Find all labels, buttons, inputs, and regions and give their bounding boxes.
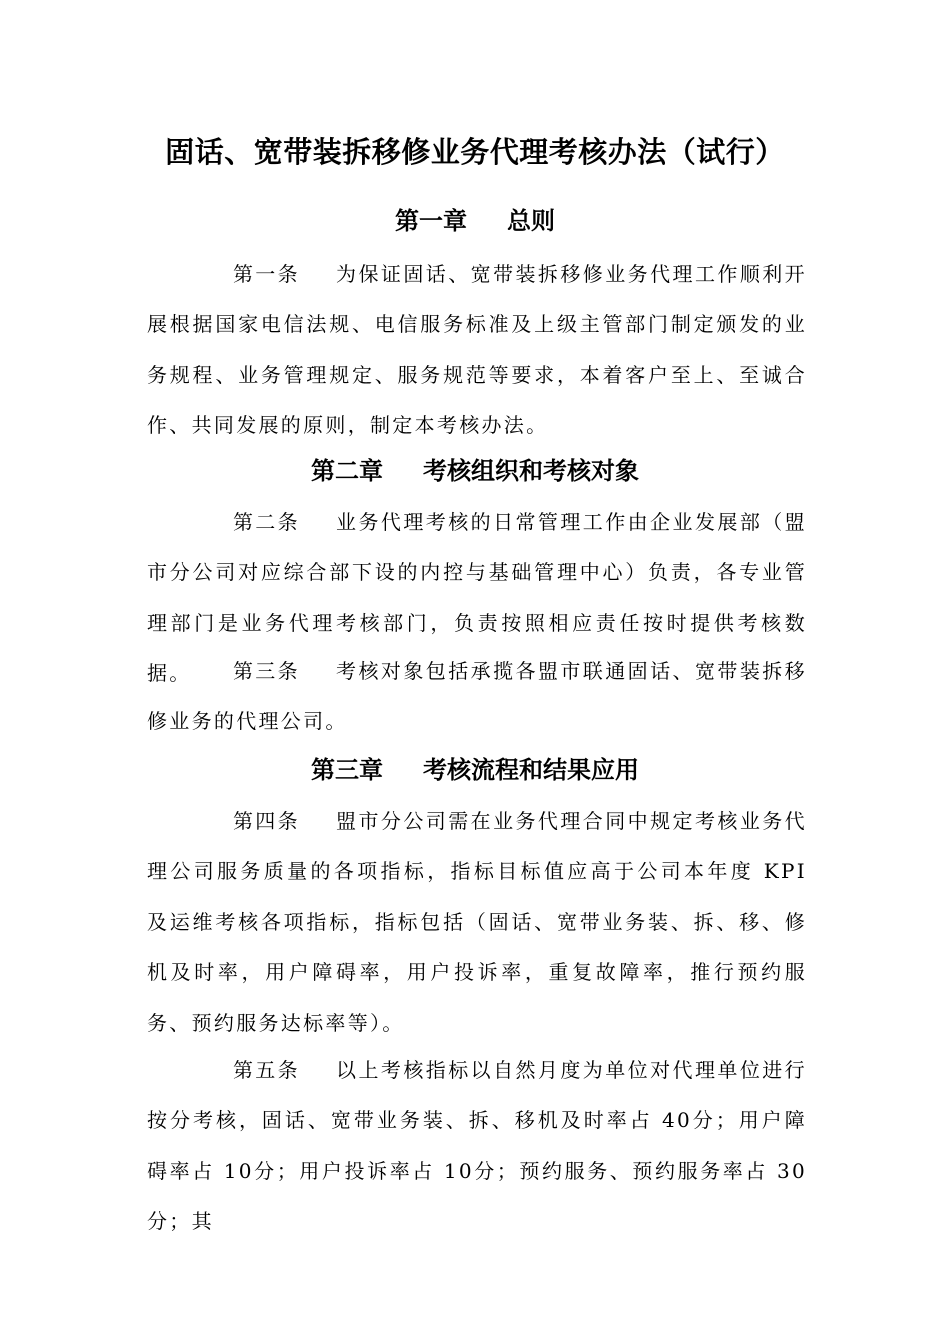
article-text: 盟市分公司需在业务代理合同中规定考核业务代理公司服务质量的各项指标，指标目标值应高于公司本年度 KPI 及运维考核各项指标，指标包括（固话、宽带业务装、拆、移、修机及时率，用户障碍率，用户投诉率，重复故障率，推行预约服务、预约服务达标率等）。 [147,809,807,1035]
article-paragraph [147,646,807,747]
chapter-number: 第一章 [395,207,467,235]
article-number: 第三条 [233,659,300,683]
chapter-title: 考核流程和结果应用 [423,756,639,784]
article-number: 第五条 [233,1058,300,1082]
article-number: 第二条 [233,510,300,534]
article-paragraph [147,796,807,1048]
chapter-heading [0,752,950,788]
article-number: 第四条 [233,809,300,833]
chapter-number: 第三章 [311,756,383,784]
article-text: 以上考核指标以自然月度为单位对代理单位进行按分考核，固话、宽带业务装、拆、移机及时率占 40分；用户障碍率占 10分；用户投诉率占 10分；预约服务、预约服务率占 30分；其 [147,1058,807,1234]
article-text: 业务代理考核的日常管理工作由企业发展部（盟市分公司对应综合部下设的内控与基础管理中心）负责，各专业管理部门是业务代理考核部门，负责按照相应责任按时提供考核数据。 [147,510,807,686]
document-title: 固话、宽带装拆移修业务代理考核办法（试行） [165,135,785,169]
article-text: 考核对象包括承揽各盟市联通固话、宽带装拆移修业务的代理公司。 [147,659,807,734]
chapter-title: 考核组织和考核对象 [423,457,639,485]
article-paragraph [147,1045,807,1247]
article-text: 为保证固话、宽带装拆移修业务代理工作顺利开展根据国家电信法规、电信服务标准及上级主管部门制定颁发的业务规程、业务管理规定、服务规范等要求，本着客户至上、至诚合作、共同发展的原则，制定本考核办法。 [147,262,807,438]
article-number: 第一条 [233,262,300,286]
article-paragraph [147,249,807,451]
chapter-heading [0,203,950,239]
chapter-heading [0,453,950,489]
chapter-title: 总则 [507,207,555,235]
chapter-number: 第二章 [311,457,383,485]
